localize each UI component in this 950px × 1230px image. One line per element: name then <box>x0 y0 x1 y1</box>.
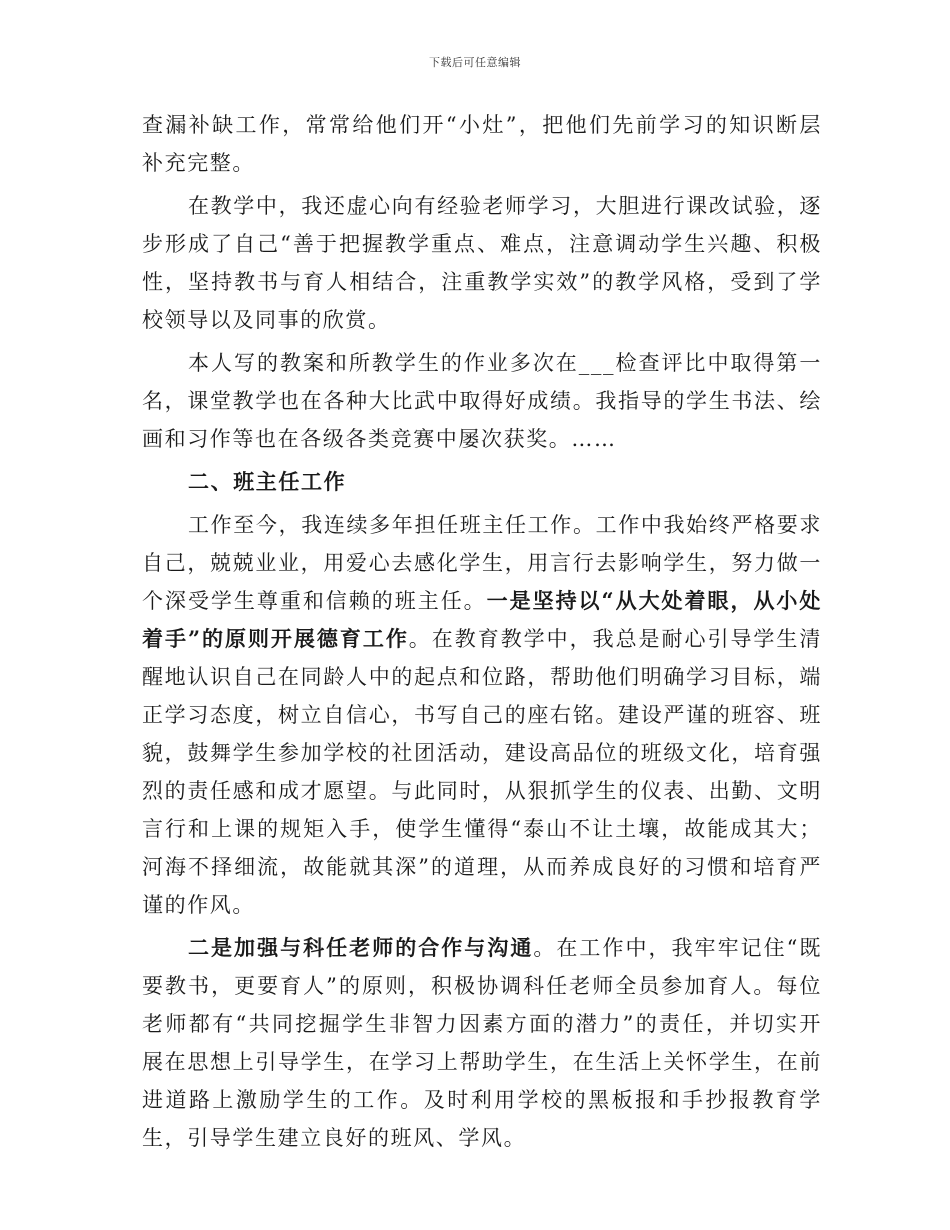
document-body <box>142 106 822 1157</box>
paragraph-3: 本人写的教案和所教学生的作业多次在___检查评比中取得第一名，课堂教学也在各种大比武中取得好成绩。我指导的学生书法、绘画和习作等也在各级各类竞赛中屡次获奖。…… <box>142 351 822 451</box>
paragraph-2: 在教学中，我还虚心向有经验老师学习，大胆进行课改试验，逐步形成了自己“善于把握教学重点、难点，注意调动学生兴趣、积极性，坚持教书与育人相结合，注重教学实效”的教学风格，受到了学校领导以及同事的欣赏。 <box>142 194 822 332</box>
paragraph-5-text-a: 。在工作中，我牢牢记住“既要教书，更要育人”的原则，积极协调科任老师全员参加育人。每位老师都有“共同挖掘学生非智力因素方面的潜力”的责任，并切实开展在思想上引导学生，在学习上帮助学生，在生活上关怀学生，在前进道路上激励学生的工作。及时利用学校的黑板报和手抄报教育学生，引导学生建立良好的班风、学风。 <box>142 936 823 1150</box>
paragraph-5-bold-lead: 二是加强与科任老师的合作与沟通 <box>188 935 534 960</box>
paragraph-4-text-a: 工作至今，我连续多年担任班主任工作。工作中我始终严格要求自己，兢兢业业，用爱心去感化学生，用言行去影响学生，努力做一个深受学生尊重和信赖的班主任。 <box>142 513 822 613</box>
page-header: 下载后可任意编辑 <box>429 56 521 69</box>
paragraph-5 <box>142 929 822 1157</box>
section-heading-2: 二、班主任工作 <box>188 469 347 494</box>
paragraph-4 <box>142 506 822 924</box>
paragraph-1: 查漏补缺工作，常常给他们开“小灶”，把他们先前学习的知识断层补充完整。 <box>142 113 822 175</box>
paragraph-4-bold-lead: 一是坚持以“从大处着眼，从小处着手”的原则开展德育工作 <box>142 588 823 651</box>
paragraph-4-text-b: 。在教育教学中，我总是耐心引导学生清醒地认识自己在同龄人中的起点和位路，帮助他们明确学习目标，端正学习态度，树立自信心，书写自己的座右铭。建设严谨的班容、班貌，鼓舞学生参加学校的社团活动，建设高品位的班级文化，培育强烈的责任感和成才愿望。与此同时，从狠抓学生的仪表、出勤、文明言行和上课的规矩入手，使学生懂得“泰山不让土壤，故能成其大；河海不择细流，故能就其深”的道理，从而养成良好的习惯和培育严谨的作风。 <box>142 627 822 917</box>
